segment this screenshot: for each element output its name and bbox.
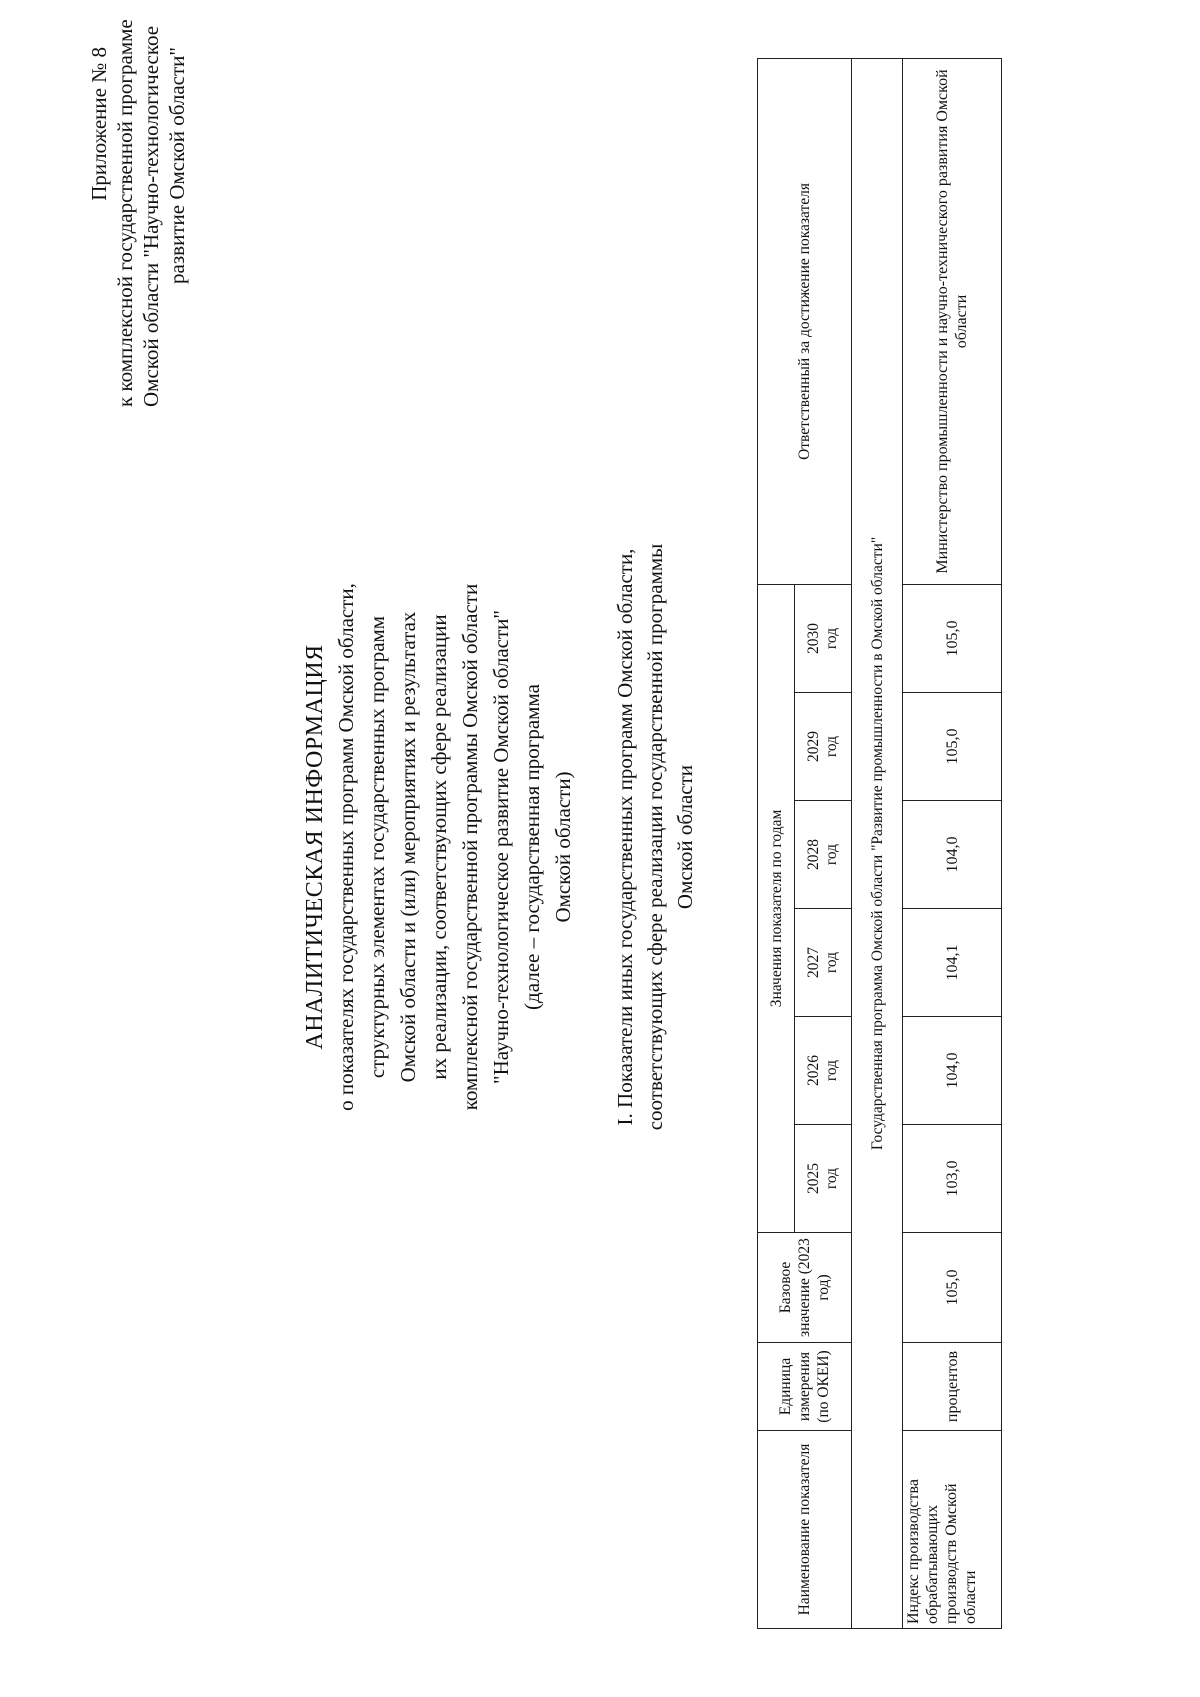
indicators-table <box>757 58 1002 1629</box>
section-line: Омской области <box>673 764 697 910</box>
header-year-2025: 2025 год <box>795 1125 852 1233</box>
title-line: их реализации, соответствующих сфере реализации <box>427 614 451 1080</box>
table-row <box>903 58 1002 1628</box>
title-line: Омской области) <box>551 771 575 923</box>
header-years-group: Значения показателя по годам <box>758 584 795 1232</box>
header-responsible: Ответственный за достижение показателя <box>758 58 852 584</box>
header-unit: Единица измерения (по ОКЕИ) <box>758 1343 852 1431</box>
program-row <box>852 58 903 1628</box>
title-heading: АНАЛИТИЧЕСКАЯ ИНФОРМАЦИЯ <box>302 644 328 1050</box>
appendix-line: к комплексной государственной программе <box>113 19 137 407</box>
indicator-base: 105,0 <box>903 1233 1002 1343</box>
appendix-line: развитие Омской области" <box>165 47 189 284</box>
title-line: о показателях государственных программ Омской области, <box>334 583 358 1111</box>
header-year-2028: 2028 год <box>795 801 852 909</box>
title-line: "Научно-технологическое развитие Омской области" <box>489 610 513 1084</box>
appendix-line: Приложение № 8 <box>87 47 111 201</box>
title-line: комплексной государственной программы Омской области <box>458 583 482 1111</box>
indicator-unit: процентов <box>903 1343 1002 1431</box>
value-2026: 104,0 <box>903 1017 1002 1125</box>
value-2027: 104,1 <box>903 909 1002 1017</box>
value-2029: 105,0 <box>903 693 1002 801</box>
section-line: I. Показатели иных государственных программ Омской области, <box>613 548 637 1126</box>
appendix-note <box>86 19 190 407</box>
title-line: структурных элементах государственных программ <box>365 615 389 1079</box>
title-line: (далее – государственная программа <box>520 684 544 1010</box>
document-title <box>300 477 579 1217</box>
header-base: Базовое значение (2023 год) <box>758 1233 852 1343</box>
appendix-line: Омской области "Научно-технологическое <box>139 25 163 407</box>
header-name: Наименование показателя <box>758 1431 852 1629</box>
header-year-2030: 2030 год <box>795 584 852 692</box>
indicator-responsible: Министерство промышленности и научно-технического развития Омской области <box>903 58 1002 584</box>
value-2025: 103,0 <box>903 1125 1002 1233</box>
section-title <box>610 487 700 1187</box>
header-year-2029: 2029 год <box>795 693 852 801</box>
value-2030: 105,0 <box>903 584 1002 692</box>
program-name: Государственная программа Омской области "Развитие промышленности в Омской области" <box>852 58 903 1628</box>
section-line: соответствующих сфере реализации государственной программы <box>643 543 667 1131</box>
header-year-2026: 2026 год <box>795 1017 852 1125</box>
title-line: Омской области и (или) мероприятиях и результатах <box>396 611 420 1083</box>
header-year-2027: 2027 год <box>795 909 852 1017</box>
value-2028: 104,0 <box>903 801 1002 909</box>
indicator-name: Индекс производства обрабатывающих производств Омской области <box>903 1431 1002 1629</box>
table-header-row <box>758 58 795 1628</box>
